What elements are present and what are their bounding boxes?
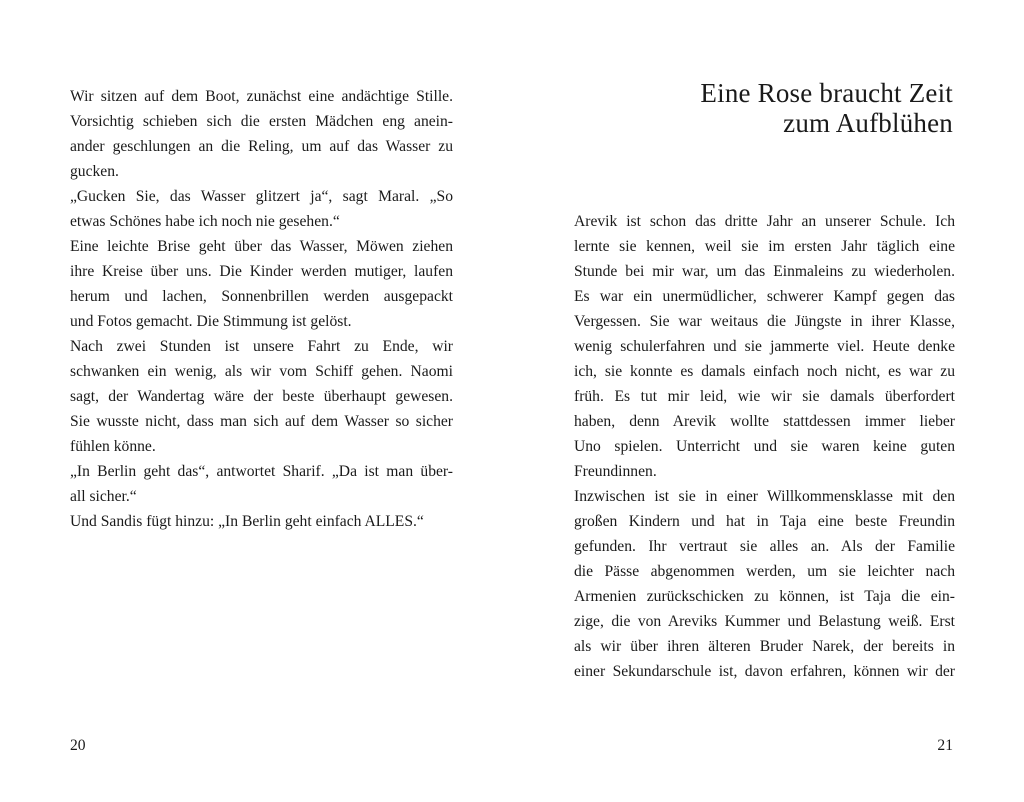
text-line: ander geschlungen an die Reling, um auf das Wasser zu bbox=[70, 138, 453, 155]
text-line: Stunde bei mir war, um das Einmaleins zu wiederholen. bbox=[574, 263, 955, 280]
right-page-body bbox=[574, 209, 955, 684]
page-number-right: 21 bbox=[937, 737, 953, 754]
text-line: herum und lachen, Sonnenbrillen werden ausgepackt bbox=[70, 288, 453, 305]
text-line: „In Berlin geht das“, antwortet Sharif. „Da ist man über- bbox=[70, 463, 453, 480]
text-line: Nach zwei Stunden ist unsere Fahrt zu Ende, wir bbox=[70, 338, 453, 355]
chapter-title-line-2: zum Aufblühen bbox=[783, 108, 953, 138]
page-number-left: 20 bbox=[70, 737, 86, 754]
text-line: sagt, der Wandertag wäre der beste überhaupt gewesen. bbox=[70, 388, 453, 405]
text-line: ich, sie konnte es damals einfach noch nicht, es war zu bbox=[574, 363, 955, 380]
text-line: großen Kindern und hat in Taja eine beste Freundin bbox=[574, 513, 955, 530]
left-page-body bbox=[70, 84, 453, 534]
text-line: Wir sitzen auf dem Boot, zunächst eine andächtige Stille. bbox=[70, 88, 453, 105]
text-line: Freundinnen. bbox=[574, 463, 657, 480]
text-line: Inzwischen ist sie in einer Willkommensklasse mit den bbox=[574, 488, 955, 505]
text-line: haben, denn Arevik wollte stattdessen immer lieber bbox=[574, 413, 955, 430]
text-line: gucken. bbox=[70, 163, 119, 180]
text-line: Und Sandis fügt hinzu: „In Berlin geht einfach ALLES.“ bbox=[70, 513, 424, 530]
text-line: Arevik ist schon das dritte Jahr an unserer Schule. Ich bbox=[574, 213, 955, 230]
text-line: etwas Schönes habe ich noch nie gesehen.“ bbox=[70, 213, 340, 230]
text-line: Sie wusste nicht, dass man sich auf dem Wasser so sicher bbox=[70, 413, 453, 430]
text-line: Vorsichtig schieben sich die ersten Mädchen eng anein- bbox=[70, 113, 453, 130]
text-line: schwanken ein wenig, als wir vom Schiff gehen. Naomi bbox=[70, 363, 453, 380]
text-line: ihre Kreise über uns. Die Kinder werden mutiger, laufen bbox=[70, 263, 453, 280]
text-line: fühlen könne. bbox=[70, 438, 156, 455]
text-line: Uno spielen. Unterricht und sie waren keine guten bbox=[574, 438, 955, 455]
text-line: Armenien zurückschicken zu können, ist Taja die ein- bbox=[574, 588, 955, 605]
chapter-title-line-1: Eine Rose braucht Zeit bbox=[700, 78, 953, 108]
right-page bbox=[512, 0, 1024, 802]
chapter-title bbox=[553, 78, 953, 138]
text-line: früh. Es tut mir leid, wie wir sie damals überfordert bbox=[574, 388, 955, 405]
text-line: wenig schulerfahren und sie jammerte viel. Heute denke bbox=[574, 338, 955, 355]
text-line: Vergessen. Sie war weitaus die Jüngste in ihrer Klasse, bbox=[574, 313, 955, 330]
text-line: als wir über ihren älteren Bruder Narek, der bereits in bbox=[574, 638, 955, 655]
text-line: all sicher.“ bbox=[70, 488, 137, 505]
text-line: und Fotos gemacht. Die Stimmung ist gelöst. bbox=[70, 313, 352, 330]
text-line: zige, die von Areviks Kummer und Belastung weiß. Erst bbox=[574, 613, 955, 630]
text-line: einer Sekundarschule ist, davon erfahren, können wir der bbox=[574, 663, 955, 680]
text-line: Eine leichte Brise geht über das Wasser, Möwen ziehen bbox=[70, 238, 453, 255]
text-line: Es war ein unermüdlicher, schwerer Kampf gegen das bbox=[574, 288, 955, 305]
text-line: die Pässe abgenommen werden, um sie leichter nach bbox=[574, 563, 955, 580]
text-line: lernte sie kennen, weil sie im ersten Jahr täglich eine bbox=[574, 238, 955, 255]
text-line: gefunden. Ihr vertraut sie alles an. Als der Familie bbox=[574, 538, 955, 555]
text-line: „Gucken Sie, das Wasser glitzert ja“, sagt Maral. „So bbox=[70, 188, 453, 205]
